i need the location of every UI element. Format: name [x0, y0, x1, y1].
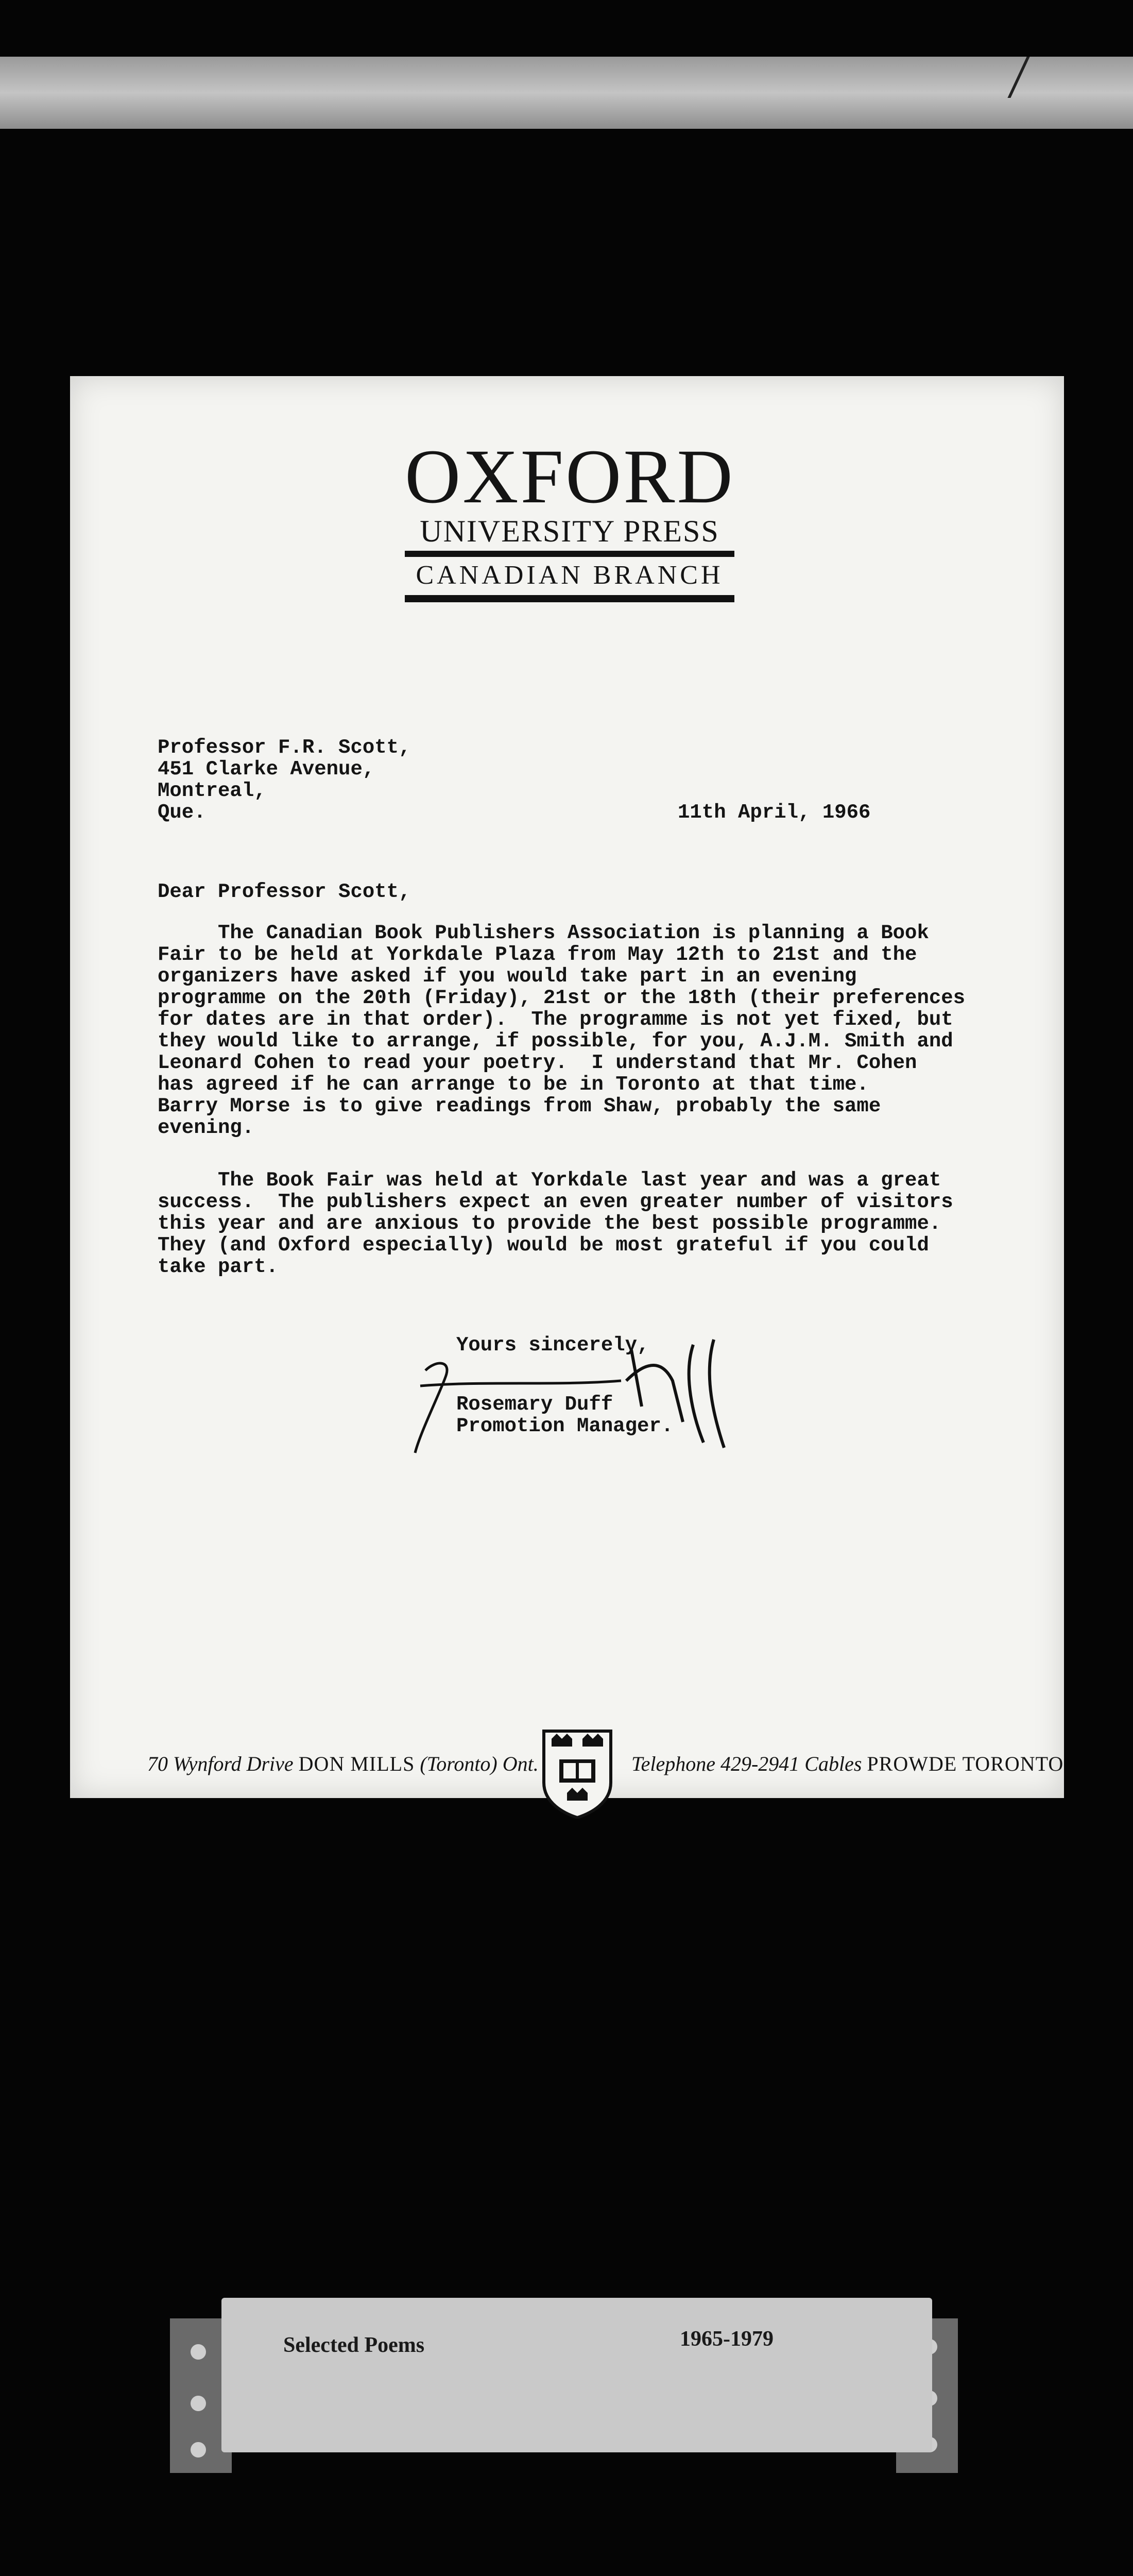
footer-address: [147, 1752, 539, 1776]
body-line: has agreed if he can arrange to be in Toronto at that time.: [158, 1073, 869, 1096]
archive-label-card: [221, 2298, 932, 2452]
body-line: They (and Oxford especially) would be most grateful if you could: [158, 1234, 929, 1257]
letter-date: 11th April, 1966: [678, 801, 871, 824]
frame-hole: [191, 2442, 206, 2458]
body-line: Fair to be held at Yorkdale Plaza from May 12th to 21st and the: [158, 943, 917, 966]
footer-address-street: Wynford Drive: [173, 1752, 294, 1775]
body-line: organizers have asked if you would take part in an evening: [158, 965, 857, 988]
footer-address-number: 70: [147, 1752, 168, 1775]
letterhead-university-press: UNIVERSITY PRESS: [405, 515, 734, 557]
recipient-line: Montreal,: [158, 779, 266, 802]
body-line: they would like to arrange, if possible, for you, A.J.M. Smith and: [158, 1030, 953, 1053]
letter-footer: [147, 1726, 1064, 1798]
salutation: Dear Professor Scott,: [158, 880, 411, 903]
film-strip-top: [0, 57, 1133, 129]
body-line: The Book Fair was held at Yorkdale last year and was a great: [158, 1169, 941, 1192]
letterhead-oxford: OXFORD: [405, 434, 735, 519]
university-crest-icon: [539, 1726, 616, 1819]
frame-hole: [191, 2396, 206, 2411]
signer-block: [456, 1394, 673, 1437]
letterhead: [405, 434, 735, 602]
footer-address-area: DON MILLS: [298, 1752, 415, 1775]
recipient-line: Que.: [158, 801, 206, 824]
body-line: take part.: [158, 1256, 279, 1278]
recipient-address: [158, 737, 410, 823]
footer-cables: Cables: [804, 1752, 862, 1775]
body-line: for dates are in that order). The programme is not yet fixed, but: [158, 1008, 953, 1031]
footer-telephone: Telephone 429-2941: [631, 1752, 800, 1775]
body-line: this year and are anxious to provide the best possible programme.: [158, 1212, 941, 1235]
body-line: The Canadian Book Publishers Association is planning a Book: [158, 922, 929, 944]
letterhead-canadian-branch: CANADIAN BRANCH: [405, 558, 734, 602]
body-line: Barry Morse is to give readings from Shaw, probably the same: [158, 1095, 881, 1117]
film-notch: [1007, 57, 1050, 98]
footer-address-city: (Toronto) Ont.: [420, 1752, 539, 1775]
signer-name: Rosemary Duff: [456, 1393, 613, 1416]
closing: Yours sincerely,: [456, 1334, 649, 1357]
archive-label-years: 1965-1979: [680, 2327, 774, 2351]
body-paragraph-2: [158, 1170, 953, 1278]
footer-cable-address: PROWDE TORONTO: [867, 1752, 1064, 1775]
body-line: programme on the 20th (Friday), 21st or the 18th (their preferences: [158, 987, 966, 1009]
body-line: success. The publishers expect an even greater number of visitors: [158, 1191, 953, 1213]
recipient-line: Professor F.R. Scott,: [158, 736, 411, 759]
body-paragraph-1: [158, 922, 965, 1139]
footer-contact: [631, 1752, 1063, 1776]
frame-hole: [191, 2344, 206, 2360]
body-line: evening.: [158, 1116, 254, 1139]
letter-page: [70, 376, 1064, 1798]
recipient-line: 451 Clarke Avenue,: [158, 758, 375, 781]
body-line: Leonard Cohen to read your poetry. I understand that Mr. Cohen: [158, 1052, 917, 1074]
archive-label-title: Selected Poems: [283, 2333, 425, 2357]
signer-title: Promotion Manager.: [456, 1415, 674, 1437]
